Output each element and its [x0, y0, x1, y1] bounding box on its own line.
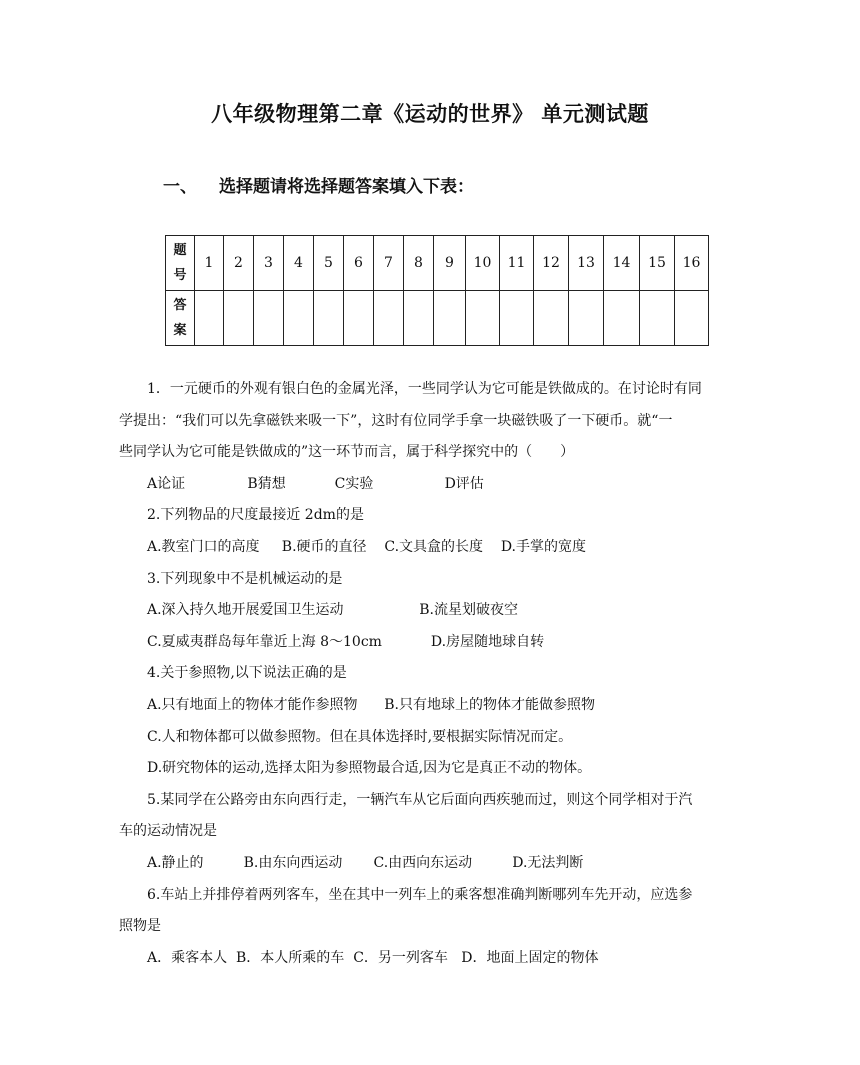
- question-4-options-ab: A.只有地面上的物体才能作参照物 B.只有地球上的物体才能做参照物: [147, 696, 595, 713]
- question-number-cell: 2: [224, 236, 254, 291]
- row-header-answer: 答 案: [166, 291, 195, 346]
- question-5-line-2: 车的运动情况是: [119, 823, 217, 840]
- question-number-cell: 4: [284, 236, 314, 291]
- question-number-cell: 11: [500, 236, 534, 291]
- answer-cell[interactable]: [434, 291, 466, 346]
- answer-cell[interactable]: [604, 291, 640, 346]
- question-1-line-3: 些同学认为它可能是铁做成的”这一环节而言，属于科学探究中的（ ）: [119, 444, 575, 461]
- question-number-cell: 8: [404, 236, 434, 291]
- page-title: 八年级物理第二章《运动的世界》 单元测试题: [211, 102, 649, 126]
- answer-cell[interactable]: [374, 291, 404, 346]
- answer-cell[interactable]: [344, 291, 374, 346]
- answer-cell[interactable]: [284, 291, 314, 346]
- answer-cell[interactable]: [640, 291, 675, 346]
- question-number-cell: 15: [640, 236, 675, 291]
- answer-cell[interactable]: [675, 291, 709, 346]
- question-2-options: A.教室门口的高度 B.硬币的直径 C.文具盒的长度 D.手掌的宽度: [147, 538, 586, 555]
- question-6-options: A．乘客本人 B．本人所乘的车 C．另一列客车 D．地面上固定的物体: [147, 949, 599, 966]
- answer-cell[interactable]: [569, 291, 604, 346]
- answer-cell[interactable]: [314, 291, 344, 346]
- answer-cell[interactable]: [224, 291, 254, 346]
- row-header-number: 题 号: [166, 236, 195, 291]
- answer-cell[interactable]: [466, 291, 500, 346]
- question-1-line-2: 学提出：“我们可以先拿磁铁来吸一下”，这时有位同学手拿一块磁铁吸了一下硬币。就“一: [119, 412, 673, 429]
- question-5-options: A.静止的 B.由东向西运动 C.由西向东运动 D.无法判断: [147, 854, 584, 871]
- section-text: 选择题请将选择题答案填入下表：: [219, 177, 474, 197]
- answer-cell[interactable]: [404, 291, 434, 346]
- questions: [119, 374, 755, 974]
- question-4-option-d: D.研究物体的运动,选择太阳为参照物最合适,因为它是真正不动的物体。: [147, 760, 592, 777]
- question-number-cell: 13: [569, 236, 604, 291]
- question-number-cell: 14: [604, 236, 640, 291]
- question-number-cell: 12: [534, 236, 569, 291]
- question-number-cell: 7: [374, 236, 404, 291]
- answer-cell[interactable]: [500, 291, 534, 346]
- answer-table-number-row: [166, 236, 709, 291]
- question-4-stem: 4.关于参照物,以下说法正确的是: [147, 665, 347, 682]
- question-number-cell: 3: [254, 236, 284, 291]
- question-3-options-1: A.深入持久地开展爱国卫生运动 B.流星划破夜空: [147, 602, 518, 619]
- answer-table: [165, 235, 709, 346]
- question-2-stem: 2.下列物品的尺度最接近 2dm的是: [147, 507, 364, 524]
- question-number-cell: 9: [434, 236, 466, 291]
- question-1-line-1: 1．一元硬币的外观有银白色的金属光泽，一些同学认为它可能是铁做成的。在讨论时有同: [147, 381, 702, 397]
- question-1-options: A论证 B猜想 C实验 D评估: [147, 475, 484, 492]
- answer-cell[interactable]: [195, 291, 224, 346]
- question-number-cell: 10: [466, 236, 500, 291]
- section-heading: [163, 172, 474, 197]
- question-number-cell: 1: [195, 236, 224, 291]
- section-number: 一、: [163, 177, 197, 197]
- question-5-line-1: 5.某同学在公路旁由东向西行走，一辆汽车从它后面向西疾驰而过，则这个同学相对于汽: [147, 791, 693, 808]
- question-4-option-c: C.人和物体都可以做参照物。但在具体选择时,要根据实际情况而定。: [147, 728, 573, 745]
- question-6-line-2: 照物是: [119, 918, 161, 935]
- question-number-cell: 16: [675, 236, 709, 291]
- answer-table-answer-row: [166, 291, 709, 346]
- answer-cell[interactable]: [254, 291, 284, 346]
- answer-cell[interactable]: [534, 291, 569, 346]
- question-3-options-2: C.夏威夷群岛每年靠近上海 8～10cm D.房屋随地球自转: [147, 633, 545, 650]
- question-number-cell: 5: [314, 236, 344, 291]
- question-number-cell: 6: [344, 236, 374, 291]
- question-6-line-1: 6.车站上并排停着两列客车，坐在其中一列车上的乘客想准确判断哪列车先开动，应选参: [147, 886, 693, 903]
- question-3-stem: 3.下列现象中不是机械运动的是: [147, 570, 343, 587]
